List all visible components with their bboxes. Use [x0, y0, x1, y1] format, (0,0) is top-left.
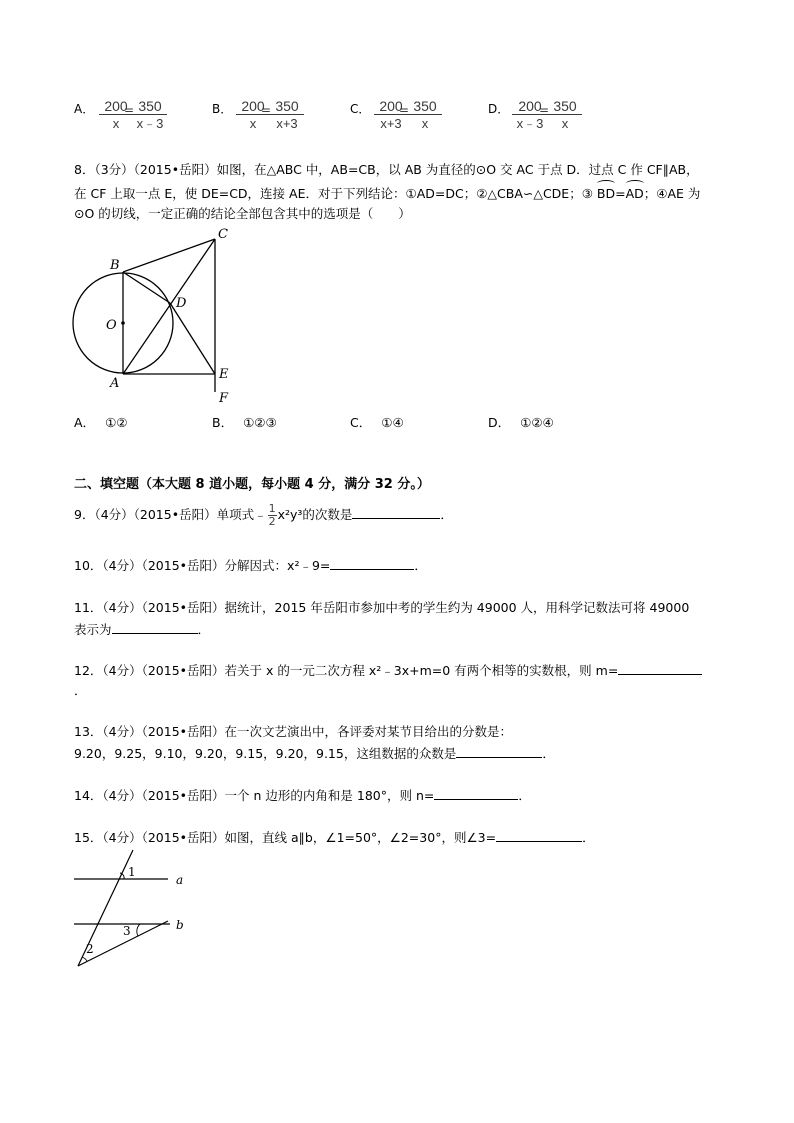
q12-end: ．	[74, 683, 87, 698]
q9-fraction: $\frac{1}{2}$	[268, 502, 276, 528]
q7-option-c-label: C．	[350, 102, 371, 116]
q7-option-d-eq: =	[539, 103, 550, 117]
q8-segment-de	[170, 303, 215, 374]
q8-line2-text: 在 CF 上取一点 E，使 DE=CD，连接 AE．对于下列结论：①AD=DC；②△CBA∽△CDE；③	[74, 186, 597, 201]
q13-answer-blank[interactable]	[456, 745, 542, 758]
q8-option-c: C． ①④	[350, 415, 404, 430]
q15-answer-blank[interactable]	[496, 829, 582, 842]
q10-answer-blank[interactable]	[330, 557, 414, 570]
q13-line1: 13．（4分）（2015•岳阳）在一次文艺演出中，各评委对某节目给出的分数是：	[74, 724, 513, 739]
q8-label-o: O	[106, 318, 117, 333]
q14-answer-blank[interactable]	[434, 787, 518, 800]
q8-option-b: B． ①②③	[212, 415, 277, 430]
q8-line2	[74, 183, 700, 203]
q8-label-a: A	[110, 376, 120, 391]
q8-line2-post: ；④AE 为	[643, 186, 701, 201]
q8-label-d: D	[176, 296, 187, 311]
q7-option-b-frac2: $\frac{350}{x+3}$	[270, 98, 304, 132]
q8-arc-eq: =	[615, 186, 626, 201]
q7-option-d-frac1: $\frac{200}{x﹣3}$	[512, 98, 548, 132]
q15-label-2: 2	[86, 942, 94, 956]
q7-option-d-frac2: $\frac{350}{x}$	[548, 98, 582, 132]
q7-option-b-eq: =	[261, 103, 272, 117]
q8-segment-bd	[123, 272, 170, 303]
q13-line2: 9.20，9.25，9.10，9.20，9.15，9.20，9.15，这组数据的众数是 ．	[74, 746, 555, 761]
q8-label-e: E	[219, 367, 229, 382]
arc-mark-icon	[597, 180, 615, 187]
q11-line1: 11．（4分）（2015•岳阳）据统计，2015 年岳阳市参加中考的学生约为 49000 人，用科学记数法可将 49000	[74, 600, 690, 615]
q15-label-b: b	[176, 918, 184, 932]
q12-answer-blank[interactable]	[618, 662, 702, 675]
q7-option-b-label: B．	[212, 102, 233, 116]
q11-line2: 表示为 ．	[74, 622, 211, 637]
q9: 9．（4分）（2015•岳阳）单项式﹣ $\frac{1}{2}$ x²y³的次数是 ．	[74, 502, 453, 528]
q8-line1: 8．（3分）（2015•岳阳）如图，在△ABC 中，AB=CB，以 AB 为直径的⊙O 交 AC 于点 D．过点 C 作 CF∥AB，	[74, 162, 699, 177]
q8-figure	[60, 222, 250, 412]
q8-label-b: B	[110, 258, 120, 273]
q15-angle-2-arc	[82, 957, 87, 961]
q8-arc-ad: AD	[626, 183, 644, 203]
q8-segment-bc	[123, 239, 215, 272]
q15-label-1: 1	[128, 865, 136, 879]
q8-label-f: F	[219, 391, 229, 406]
arc-mark-icon	[626, 180, 644, 187]
q11-answer-blank[interactable]	[112, 621, 198, 634]
q7-option-a-frac2: $\frac{350}{x﹣3}$	[133, 98, 167, 132]
q9-answer-blank[interactable]	[352, 506, 440, 519]
q15-angle-3-arc	[137, 924, 140, 936]
q7-option-b-frac1: $\frac{200}{x}$	[236, 98, 270, 132]
q8-option-a: A． ①②	[74, 415, 128, 430]
q7-option-a-eq: =	[124, 103, 135, 117]
q15-label-a: a	[176, 873, 184, 887]
q7-option-a-frac1: $\frac{200}{x}$	[99, 98, 133, 132]
q12: 12．（4分）（2015•岳阳）若关于 x 的一元二次方程 x²﹣3x+m=0 有两个相等的实数根，则 m=	[74, 662, 702, 680]
q8-line3: ⊙O 的切线，一定正确的结论全部包含其中的选项是（ ）	[74, 206, 411, 221]
q7-option-c-frac1: $\frac{200}{x+3}$	[374, 98, 408, 132]
q15-label-3: 3	[123, 924, 131, 938]
q8-option-d: D． ①②④	[488, 415, 554, 430]
q8-label-c: C	[218, 227, 228, 242]
q15-figure	[68, 846, 198, 971]
q15: 15．（4分）（2015•岳阳）如图，直线 a∥b，∠1=50°，∠2=30°，则∠3= ．	[74, 830, 595, 845]
q7-option-c-frac2: $\frac{350}{x}$	[408, 98, 442, 132]
section2-title: 二、填空题（本大题 8 道小题，每小题 4 分，满分 32 分。）	[74, 477, 430, 492]
q7-option-a-label: A．	[74, 102, 95, 116]
q7-option-c-eq: =	[399, 103, 410, 117]
q8-segment-ac	[123, 239, 215, 374]
q8-arc-bd: BD	[597, 183, 615, 203]
q10: 10．（4分）（2015•岳阳）分解因式：x²﹣9= ．	[74, 558, 427, 573]
q8-center-dot	[121, 321, 125, 325]
q14: 14．（4分）（2015•岳阳）一个 n 边形的内角和是 180°，则 n= ．	[74, 788, 531, 803]
q7-option-d-label: D．	[488, 102, 510, 116]
